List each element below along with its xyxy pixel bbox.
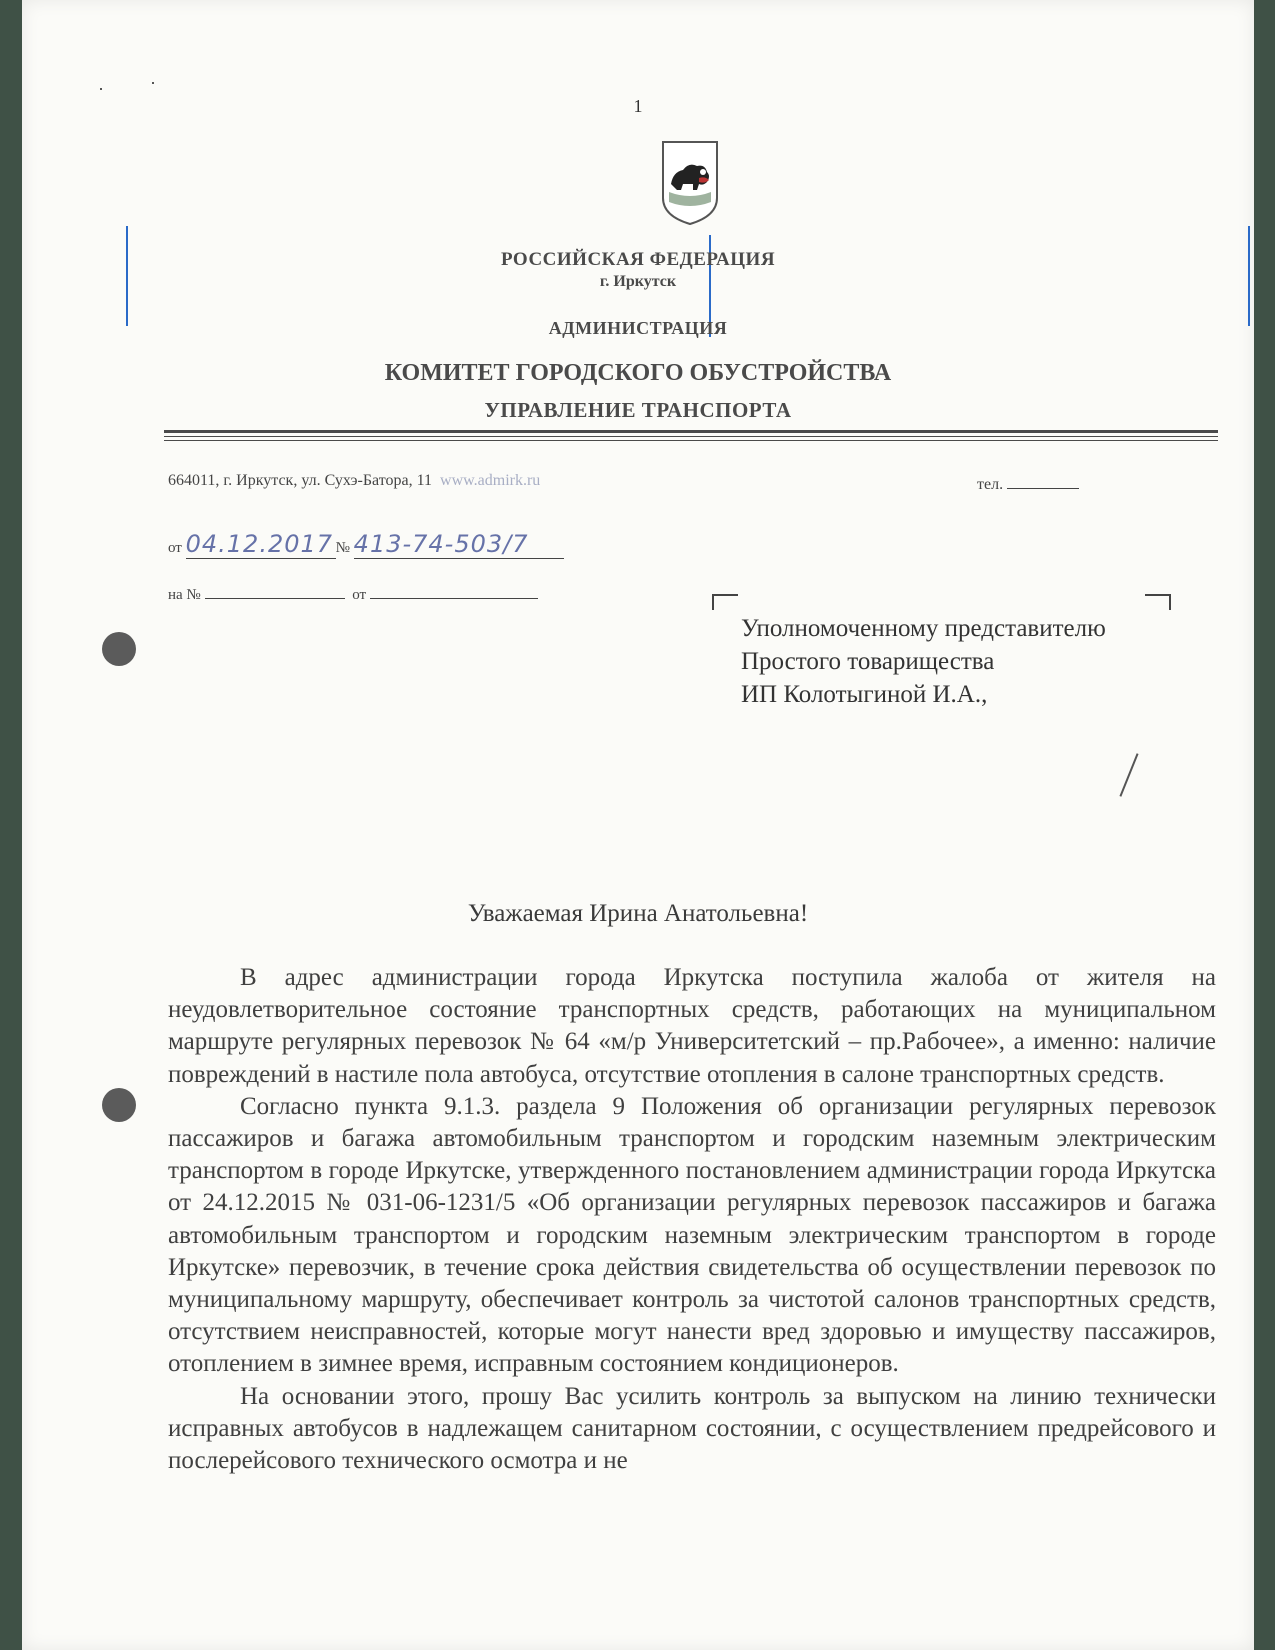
addressee-block — [741, 612, 1106, 711]
phone-field — [977, 474, 1079, 494]
number-field — [354, 530, 564, 559]
header-rule-thick — [164, 430, 1218, 433]
incoming-number-label: на № — [168, 587, 201, 603]
header-city: г. Иркутск — [599, 273, 677, 290]
document-page — [22, 0, 1254, 1650]
addressee-line: ИП Колотыгиной И.А., — [741, 681, 988, 708]
sender-address — [168, 472, 540, 490]
phone-blank — [1007, 474, 1079, 489]
scan-speck — [152, 82, 154, 84]
header-country: РОССИЙСКАЯ ФЕДЕРАЦИЯ — [500, 249, 776, 270]
date-from-label: от — [168, 540, 182, 556]
incoming-reference — [168, 586, 538, 604]
header-rule-thin — [164, 436, 1218, 437]
number-label: № — [335, 540, 350, 556]
outgoing-reference — [168, 530, 564, 559]
date-field — [186, 530, 336, 559]
body-paragraph: На основании этого, прошу Вас усилить контроль за выпуском на линию технически исправных автобусов в надлежащем санитарном состоянии, с осуществлением предрейсового и послерейсового технического осмотра и не — [168, 1382, 1216, 1475]
handwritten-number: 413-74-503/7 — [353, 530, 529, 558]
header-administration: АДМИНИСТРАЦИЯ — [548, 318, 728, 338]
page-number: 1 — [633, 96, 643, 116]
address-text: 664011, г. Иркутск, ул. Сухэ-Батора, 11 — [168, 472, 433, 489]
body-paragraph: В адрес администрации города Иркутска поступила жалоба от жителя на неудовлетворительное состояние транспортных средств, работающих на муниципальном маршруте регулярных перевозок № 64 «м/р Университетский – пр.Рабочее», а именно: наличие повреждений в настиле пола автобуса, отсутствие отопления в салоне транспортных средств. — [168, 964, 1216, 1088]
website-link[interactable]: www.admirk.ru — [440, 472, 541, 489]
addressee-corner-right — [1145, 594, 1171, 610]
header-committee: КОМИТЕТ ГОРОДСКОГО ОБУСТРОЙСТВА — [384, 360, 892, 386]
header-rule-thin-2 — [164, 440, 1218, 441]
addressee-line: Простого товарищества — [741, 648, 995, 675]
addressee-line: Уполномоченному представителю — [741, 615, 1106, 642]
header-department: УПРАВЛЕНИЕ ТРАНСПОРТА — [484, 398, 792, 422]
punch-hole-bottom — [102, 1088, 136, 1122]
body-paragraph: Согласно пункта 9.1.3. раздела 9 Положения об организации регулярных перевозок пассажиров и багажа автомобильным транспортом и городским наземным электрическим транспортом в городе Иркутске, утвержденного постановлением администрации города Иркутска от 24.12.2015 № 031-06-1231/5 «Об организации регулярных перевозок пассажиров и багажа автомобильным транспортом и городским наземным электрическим транспортом в городе Иркутске» перевозчик, в течение срока действия свидетельства об осуществлении перевозок по муниципальному маршруту, обеспечивает контроль за чистотой салонов транспортных средств, отсутствием неисправностей, которые могут нанести вред здоровью и имуществу пассажиров, отоплением в зимнее время, исправным состоянием кондиционеров. — [168, 1092, 1216, 1378]
incoming-number-blank — [205, 586, 345, 599]
phone-label: тел. — [977, 476, 1004, 493]
punch-hole-top — [102, 632, 136, 666]
pen-mark — [1119, 753, 1138, 796]
scan-speck — [100, 88, 102, 90]
incoming-date-blank — [370, 586, 538, 599]
greeting: Уважаемая Ирина Анатольевна! — [467, 900, 809, 927]
addressee-corner-left — [712, 594, 738, 610]
handwritten-date: 04.12.2017 — [185, 530, 334, 558]
coat-of-arms-icon — [659, 140, 721, 226]
letter-body — [168, 962, 1216, 1477]
incoming-date-label: от — [352, 587, 367, 603]
